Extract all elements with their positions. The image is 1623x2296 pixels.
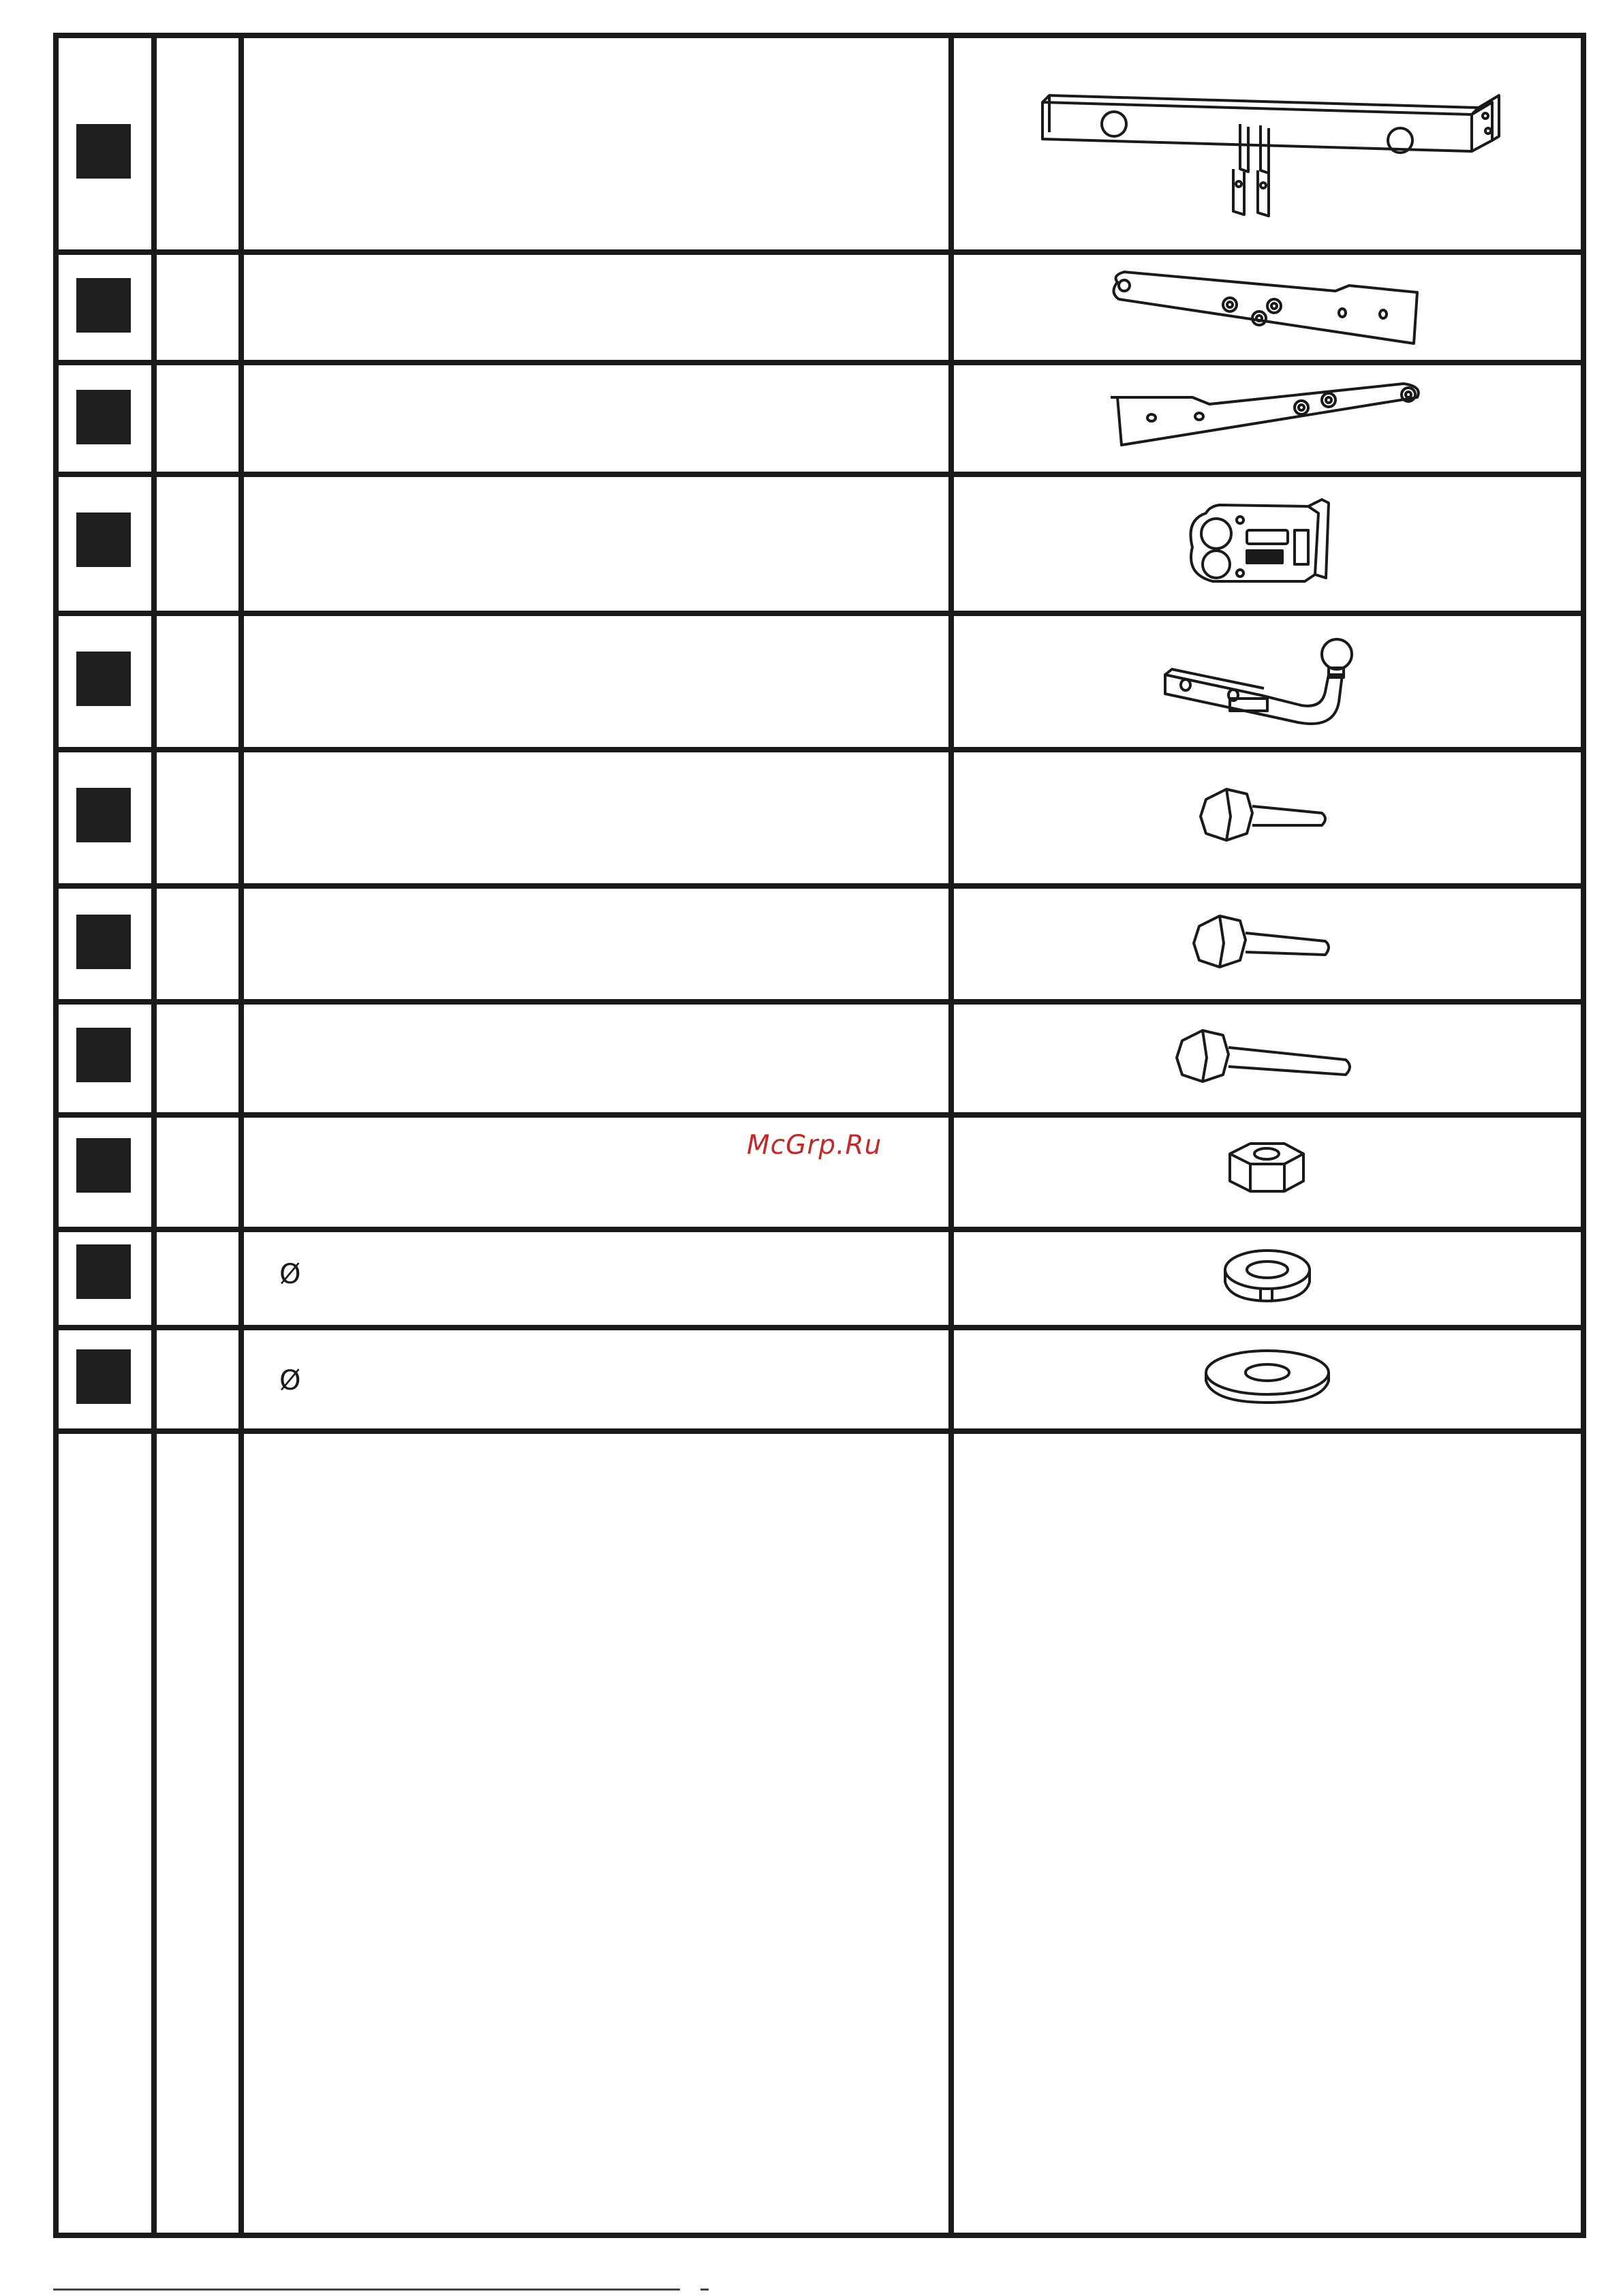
- row-divider: [53, 472, 1586, 477]
- row-divider: [53, 1227, 1586, 1232]
- ball-mount-socket-image: [954, 480, 1581, 608]
- item-marker: [76, 1244, 131, 1299]
- item-marker: [76, 1349, 131, 1404]
- row-divider: [53, 249, 1586, 255]
- hex-bolt-long-image: [954, 1006, 1581, 1109]
- tow-ball-neck-image: [954, 620, 1581, 743]
- item-marker: [76, 390, 131, 444]
- row-divider: [53, 360, 1586, 365]
- footer-rule: [53, 2289, 680, 2291]
- watermark: McGrp.Ru: [747, 1130, 882, 1161]
- item-marker: [76, 512, 131, 567]
- flat-washer-image: [954, 1332, 1581, 1424]
- right-mounting-bracket-image: [954, 367, 1581, 469]
- diameter-symbol: Ø: [279, 1259, 301, 1290]
- row-divider: [53, 883, 1586, 889]
- row-divider: [53, 747, 1586, 752]
- item-marker: [76, 278, 131, 333]
- row-divider: [53, 1428, 1586, 1434]
- row-divider: [53, 611, 1586, 616]
- left-mounting-bracket-image: [954, 255, 1581, 357]
- row-divider: [53, 1112, 1586, 1118]
- hex-bolt-medium-image: [954, 890, 1581, 996]
- tow-bar-crossmember-image: [954, 68, 1581, 232]
- hex-nut-image: [954, 1118, 1581, 1224]
- hex-bolt-short-image: [954, 755, 1581, 878]
- spring-washer-image: [954, 1232, 1581, 1321]
- diameter-symbol: Ø: [279, 1365, 301, 1396]
- item-marker: [76, 1028, 131, 1082]
- row-divider: [53, 999, 1586, 1005]
- item-marker: [76, 788, 131, 842]
- row-divider: [53, 1325, 1586, 1330]
- item-marker: [76, 652, 131, 706]
- item-marker: [76, 915, 131, 969]
- item-marker: [76, 1138, 131, 1193]
- item-marker: [76, 124, 131, 179]
- footer-mark: [700, 2289, 709, 2291]
